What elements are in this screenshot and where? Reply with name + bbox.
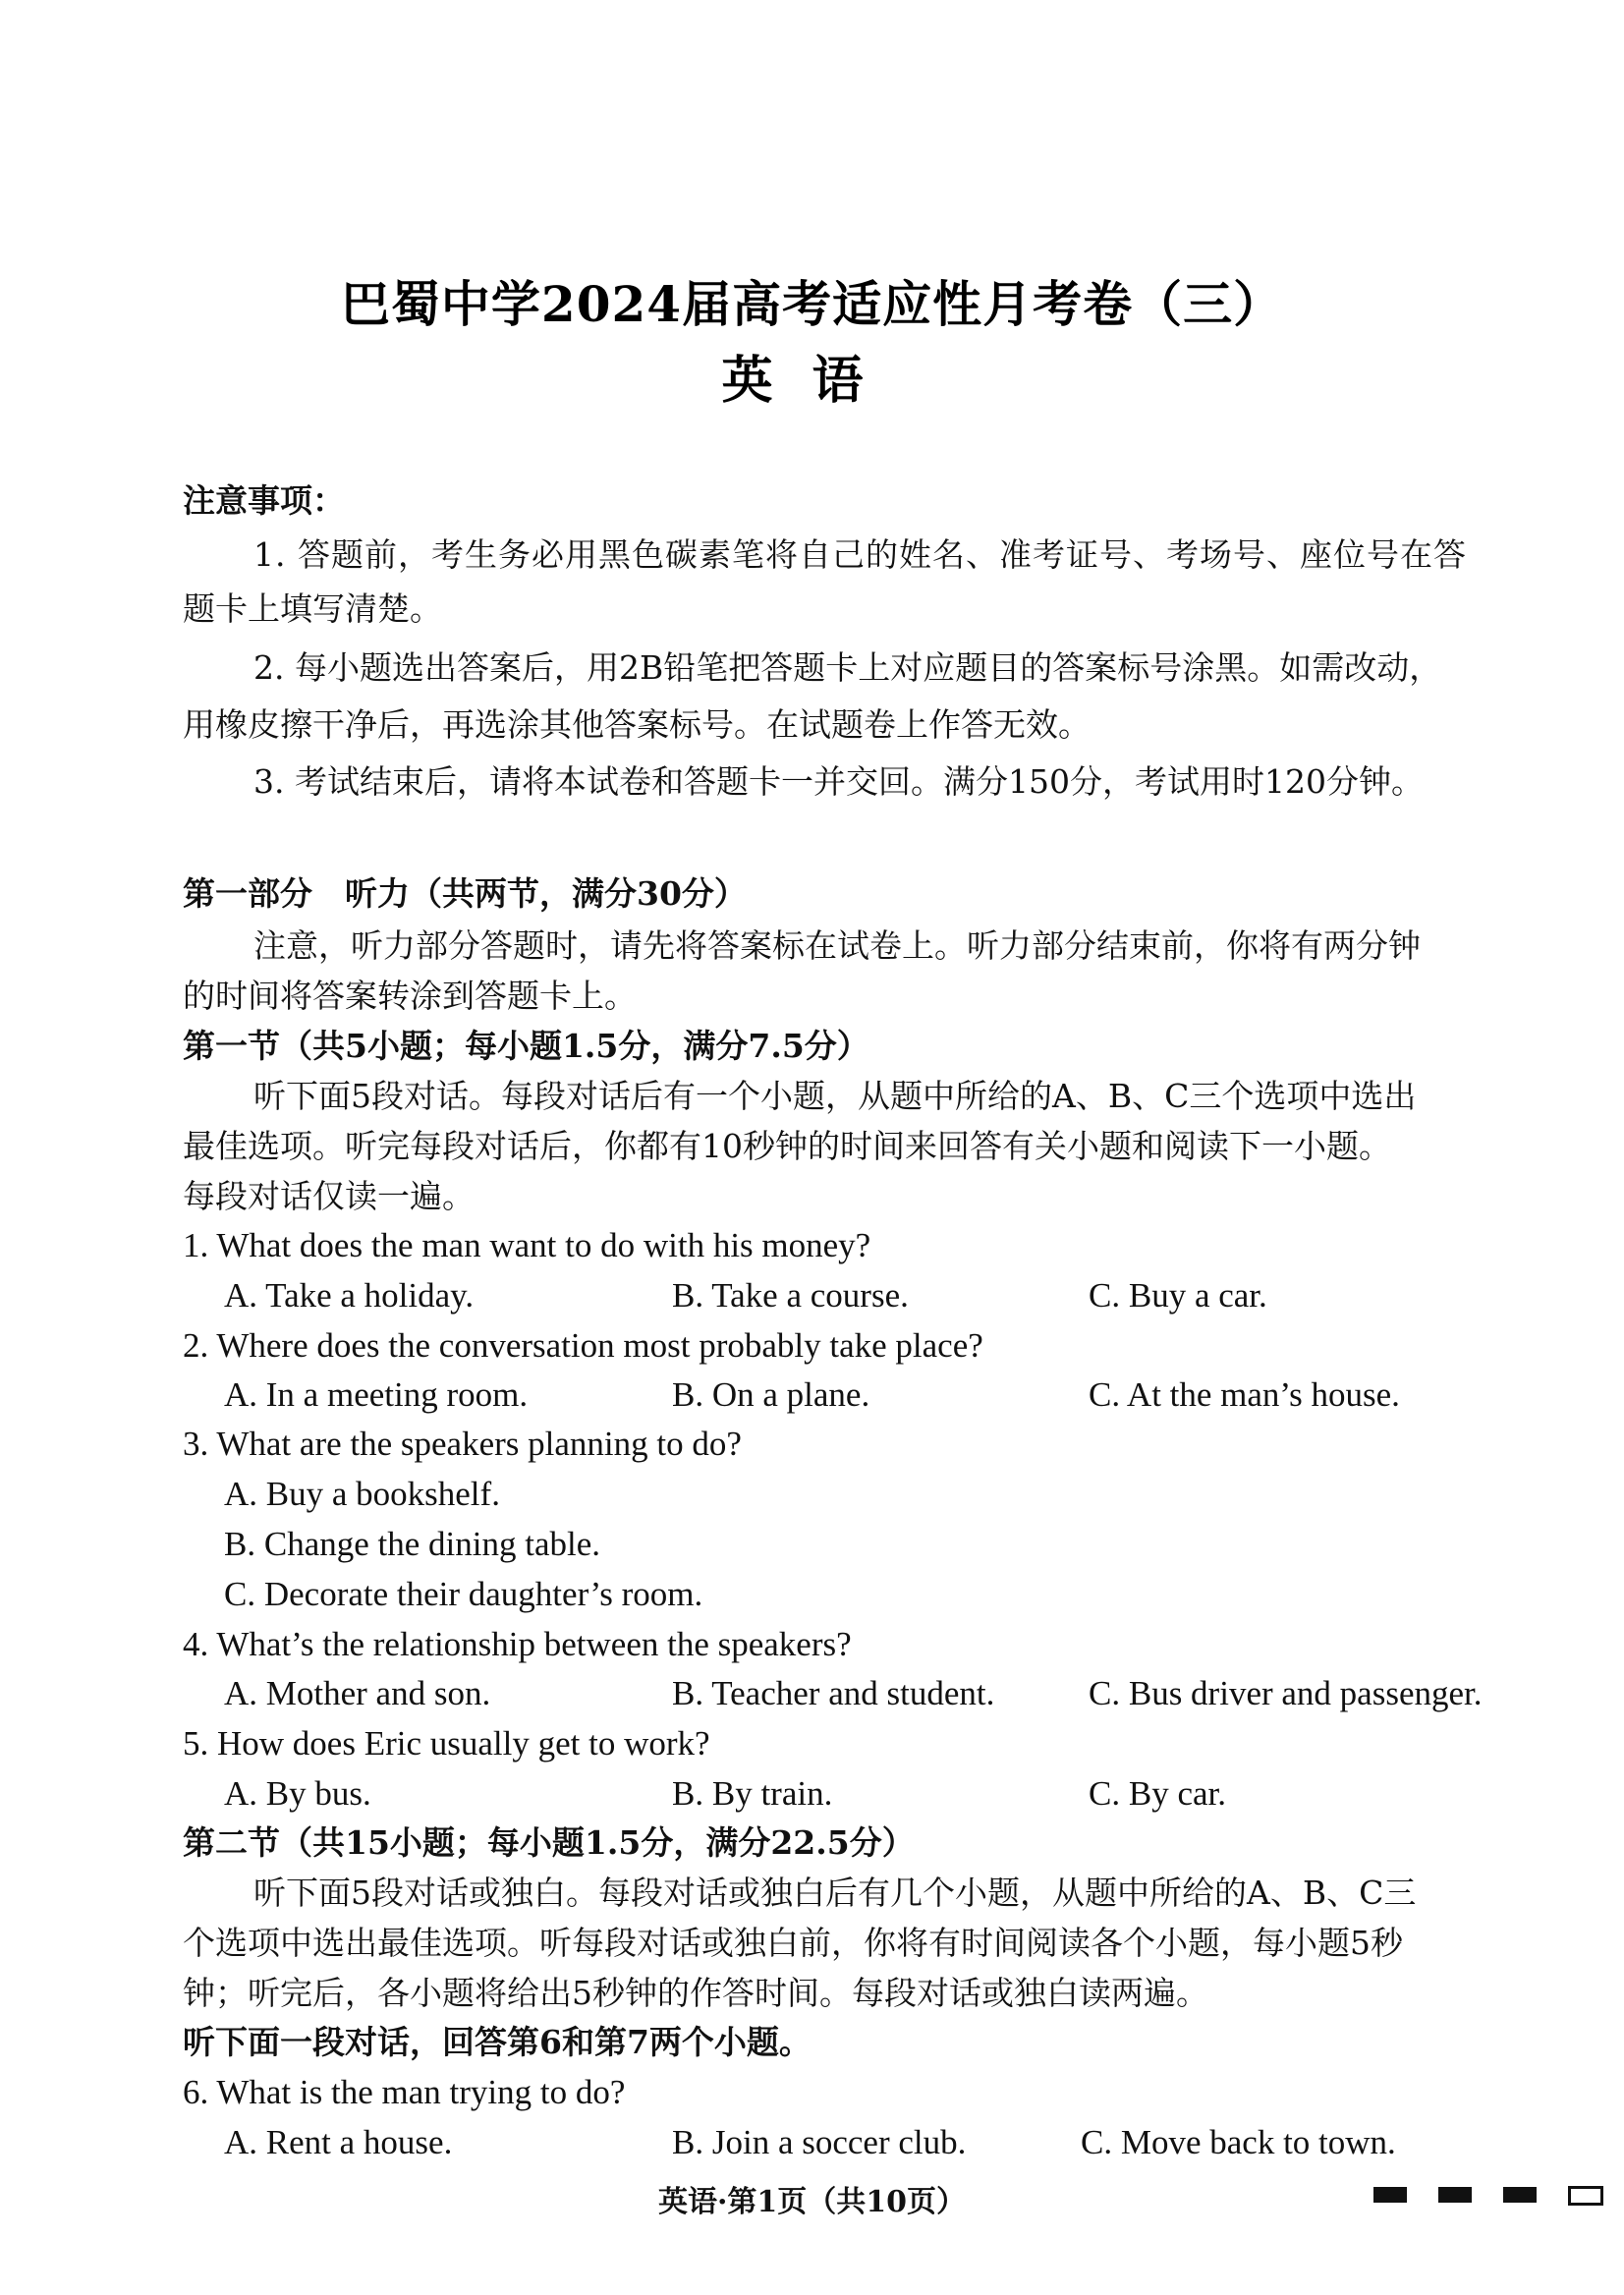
section1-instr-cont: 最佳选项。听完每段对话后，你都有10秒钟的时间来回答有关小题和阅读下一小题。 (183, 1127, 1391, 1165)
notice-item-1-cont: 题卡上填写清楚。 (183, 589, 442, 628)
q4-option-b: B. Teacher and student. (672, 1674, 995, 1712)
q3-option-b: B. Change the dining table. (224, 1525, 600, 1563)
question-1: 1. What does the man want to do with his money? (183, 1226, 871, 1264)
q1-option-b: B. Take a course. (672, 1276, 909, 1315)
q5-option-a: A. By bus. (224, 1774, 371, 1813)
dialog-note: 听下面一段对话，回答第6和第7两个小题。 (183, 2023, 812, 2061)
q1-option-a: A. Take a holiday. (224, 1276, 475, 1315)
q5-option-b: B. By train. (672, 1774, 833, 1813)
part1-note: 注意，听力部分答题时，请先将答案标在试卷上。听力部分结束前，你将有两分钟 (253, 926, 1421, 965)
notice-heading: 注意事项： (183, 481, 345, 520)
notice-item-1: 1. 答题前，考生务必用黑色碳素笔将自己的姓名、准考证号、考场号、座位号在答 (253, 535, 1467, 574)
question-5: 5. How does Eric usually get to work? (183, 1724, 710, 1763)
q5-option-c: C. By car. (1089, 1774, 1226, 1813)
filled-mark (1503, 2187, 1537, 2203)
q6-option-b: B. Join a soccer club. (672, 2123, 967, 2161)
section2-instr: 听下面5段对话或独白。每段对话或独白后有几个小题，从题中所给的A、B、C三 (253, 1874, 1417, 1912)
part1-heading: 第一部分 听力（共两节，满分30分） (183, 874, 747, 913)
question-6: 6. What is the man trying to do? (183, 2073, 626, 2111)
q3-option-c: C. Decorate their daughter’s room. (224, 1575, 703, 1613)
q4-option-c: C. Bus driver and passenger. (1089, 1674, 1483, 1712)
q2-option-a: A. In a meeting room. (224, 1375, 529, 1414)
exam-title: 巴蜀中学2024届高考适应性月考卷（三） (340, 275, 1284, 333)
part1-note-cont: 的时间将答案转涂到答题卡上。 (183, 977, 637, 1015)
notice-item-2-cont: 用橡皮擦干净后，再选涂其他答案标号。在试题卷上作答无效。 (183, 705, 1091, 744)
question-2: 2. Where does the conversation most probably take place? (183, 1326, 983, 1365)
filled-mark (1438, 2187, 1472, 2203)
section2-instr-cont: 个选项中选出最佳选项。听每段对话或独白前，你将有时间阅读各个小题，每小题5秒 (183, 1924, 1403, 1962)
notice-item-3: 3. 考试结束后，请将本试卷和答题卡一并交回。满分150分，考试用时120分钟。 (253, 762, 1424, 801)
section2-heading: 第二节（共15小题；每小题1.5分，满分22.5分） (183, 1823, 915, 1862)
question-4: 4. What’s the relationship between the speakers? (183, 1625, 852, 1663)
page-footer: 英语·第1页（共10页） (657, 2185, 967, 2219)
subject-title: 英语 (721, 351, 903, 411)
q4-option-a: A. Mother and son. (224, 1674, 491, 1712)
q6-option-c: C. Move back to town. (1081, 2123, 1396, 2161)
q2-option-c: C. At the man’s house. (1089, 1375, 1400, 1414)
section1-instr-end: 每段对话仅读一遍。 (183, 1177, 475, 1215)
section2-instr-end: 钟；听完后，各小题将给出5秒钟的作答时间。每段对话或独白读两遍。 (183, 1974, 1208, 2012)
q3-option-a: A. Buy a bookshelf. (224, 1475, 500, 1513)
section1-instr: 听下面5段对话。每段对话后有一个小题，从题中所给的A、B、C三个选项中选出 (253, 1077, 1417, 1115)
section1-heading: 第一节（共5小题；每小题1.5分，满分7.5分） (183, 1027, 869, 1065)
q2-option-b: B. On a plane. (672, 1375, 870, 1414)
empty-mark (1568, 2186, 1603, 2206)
q6-option-a: A. Rent a house. (224, 2123, 453, 2161)
notice-item-2: 2. 每小题选出答案后，用2B铅笔把答题卡上对应题目的答案标号涂黑。如需改动， (253, 648, 1442, 687)
filled-mark (1373, 2187, 1407, 2203)
q1-option-c: C. Buy a car. (1089, 1276, 1267, 1315)
question-3: 3. What are the speakers planning to do? (183, 1425, 742, 1463)
